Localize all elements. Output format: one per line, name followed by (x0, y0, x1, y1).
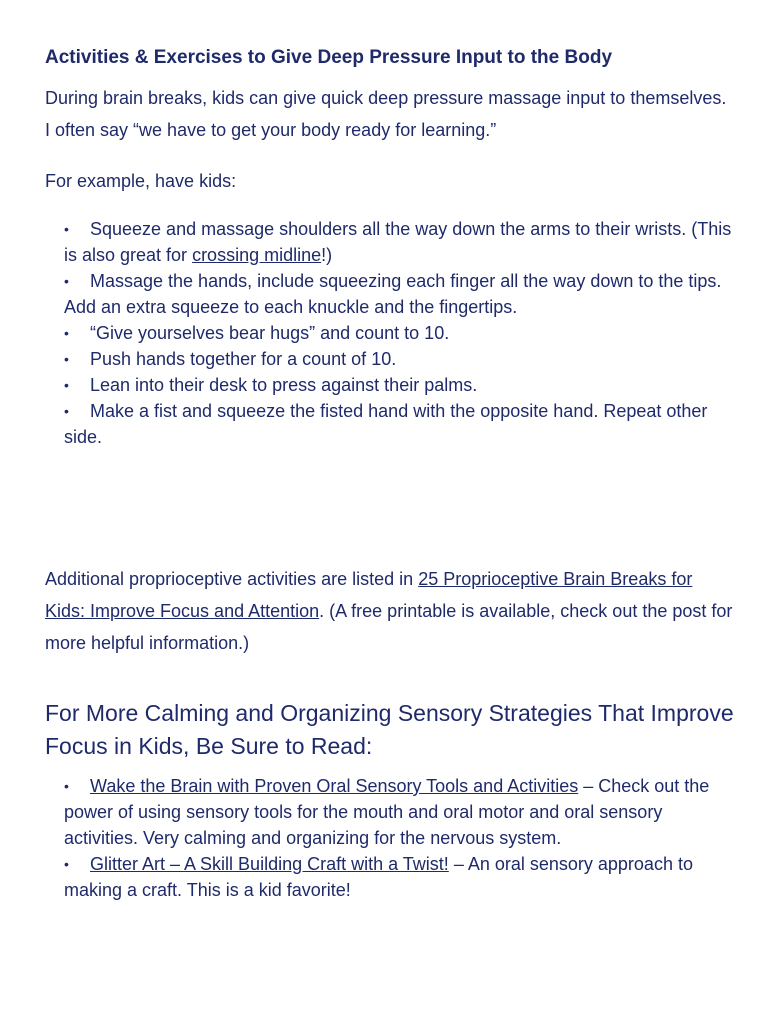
list-item-text: Squeeze and massage shoulders all the way down the arms to their wrists. (This is also great for (64, 219, 732, 265)
list-item-text: “Give yourselves bear hugs” and count to 10. (90, 323, 450, 343)
bullet-glyph: • (64, 403, 69, 419)
glitter-art-link[interactable]: Glitter Art – A Skill Building Craft with a Twist! (90, 854, 449, 874)
list-item (64, 773, 734, 851)
bullet-glyph: • (64, 273, 69, 289)
proprioceptive-brain-breaks-link[interactable]: 25 Proprioceptive Brain Breaks for Kids: Improve Focus and Attention (45, 569, 693, 621)
list-item (64, 372, 734, 398)
list-item-text: – An oral sensory approach to making a craft. This is a kid favorite! (64, 854, 693, 900)
bullet-glyph: • (64, 351, 69, 367)
list-item (64, 346, 734, 372)
additional-paragraph (45, 563, 735, 659)
bullet-glyph: • (64, 377, 69, 393)
list-item (64, 398, 734, 450)
intro-paragraph: During brain breaks, kids can give quick deep pressure massage input to themselves. I often say “we have to get your body ready for learning.” (45, 88, 727, 140)
section-title: Activities & Exercises to Give Deep Pressure Input to the Body (45, 47, 613, 68)
additional-text-after: . (A free printable is available, check out the post for more helpful information.) (45, 601, 733, 653)
list-item (64, 216, 734, 268)
more-reading-heading: For More Calming and Organizing Sensory Strategies That Improve Focus in Kids, Be Sure to Read: (45, 700, 734, 759)
list-item (64, 320, 734, 346)
crossing-midline-link[interactable]: crossing midline (192, 245, 322, 265)
additional-text: Additional proprioceptive activities are listed in (45, 569, 419, 589)
list-item-text: Make a fist and squeeze the fisted hand with the opposite hand. Repeat other side. (64, 401, 708, 447)
example-lead: For example, have kids: (45, 171, 237, 191)
list-item-text: Massage the hands, include squeezing each finger all the way down to the tips. Add an extra squeeze to each knuckle and the fingertips. (64, 271, 722, 317)
bullet-glyph: • (64, 856, 69, 872)
list-item-text-after: !) (321, 245, 333, 265)
list-item-text: Lean into their desk to press against their palms. (90, 375, 478, 395)
list-item (64, 268, 734, 320)
list-item-text: – Check out the power of using sensory tools for the mouth and oral motor and oral sensory activities. Very calming and organizing for the nervous system. (64, 776, 710, 848)
bullet-glyph: • (64, 221, 69, 237)
oral-sensory-tools-link[interactable]: Wake the Brain with Proven Oral Sensory Tools and Activities (90, 776, 579, 796)
bullet-glyph: • (64, 325, 69, 341)
list-item (64, 851, 734, 903)
bullet-glyph: • (64, 778, 69, 794)
related-posts-list (64, 773, 734, 903)
list-item-text: Push hands together for a count of 10. (90, 349, 397, 369)
activity-list (64, 216, 734, 450)
